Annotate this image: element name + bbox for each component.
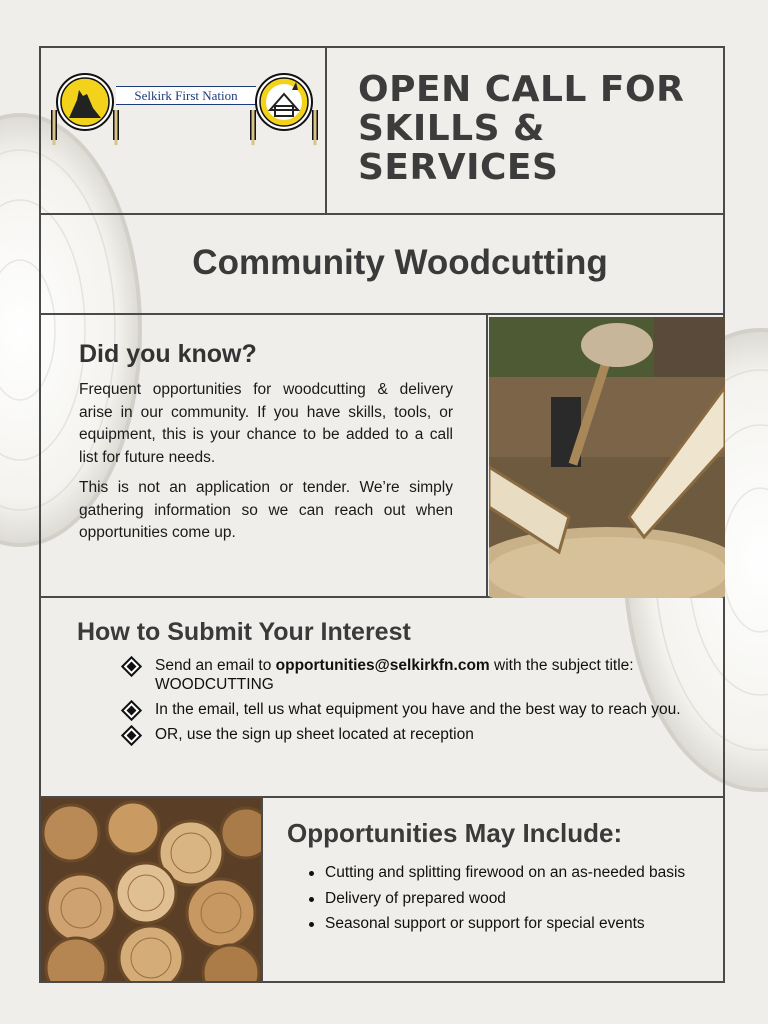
firewood-logs-photo	[41, 798, 261, 981]
how-to-submit-heading: How to Submit Your Interest	[77, 618, 411, 646]
list-item-text: OR, use the sign up sheet located at reception	[155, 726, 474, 743]
did-you-know-paragraph: Frequent opportunities for woodcutting & delivery arise in our community. If you have skills, tools, or equipment, this is your chance to be added to a call list for future needs.	[79, 381, 453, 466]
list-item	[121, 656, 691, 694]
wolf-emblem-icon	[49, 70, 121, 148]
section-subtitle: Community Woodcutting	[192, 243, 608, 282]
list-item	[121, 700, 691, 719]
axe-splitting-photo	[489, 317, 725, 598]
title-line: SKILLS &	[358, 108, 545, 149]
divider	[261, 798, 263, 981]
opportunities-heading: Opportunities May Include:	[287, 818, 623, 848]
list-item-text: In the email, tell us what equipment you have and the best way to reach you.	[155, 701, 681, 718]
list-item-text: Send an email to	[155, 657, 276, 674]
diamond-bullet-icon	[121, 725, 142, 746]
how-to-submit-list	[121, 656, 691, 750]
page-title	[358, 70, 718, 187]
list-item: Delivery of prepared wood	[307, 888, 717, 911]
divider	[486, 315, 488, 596]
flyer-frame	[39, 46, 725, 983]
list-item: Cutting and splitting firewood on an as-needed basis	[307, 862, 717, 885]
opportunities-list	[307, 862, 717, 939]
title-line: OPEN CALL FOR	[358, 69, 685, 110]
did-you-know-body	[79, 379, 453, 553]
divider	[41, 313, 723, 315]
diamond-bullet-icon	[121, 700, 142, 721]
org-name: Selkirk First Nation	[116, 86, 256, 105]
title-line: SERVICES	[358, 147, 559, 188]
house-emblem-icon	[248, 70, 320, 148]
list-item	[121, 725, 691, 744]
list-item: Seasonal support or support for special events	[307, 913, 717, 936]
did-you-know-heading: Did you know?	[79, 340, 257, 368]
email-link[interactable]: opportunities@selkirkfn.com	[275, 657, 490, 674]
diamond-bullet-icon	[121, 656, 142, 677]
divider	[41, 213, 723, 215]
list-item-text: with the subject title: WOODCUTTING	[155, 657, 634, 693]
selkirk-logo	[41, 48, 327, 213]
did-you-know-paragraph: This is not an application or tender. We’re simply gathering information so we can reach out when opportunities come up.	[79, 479, 453, 541]
